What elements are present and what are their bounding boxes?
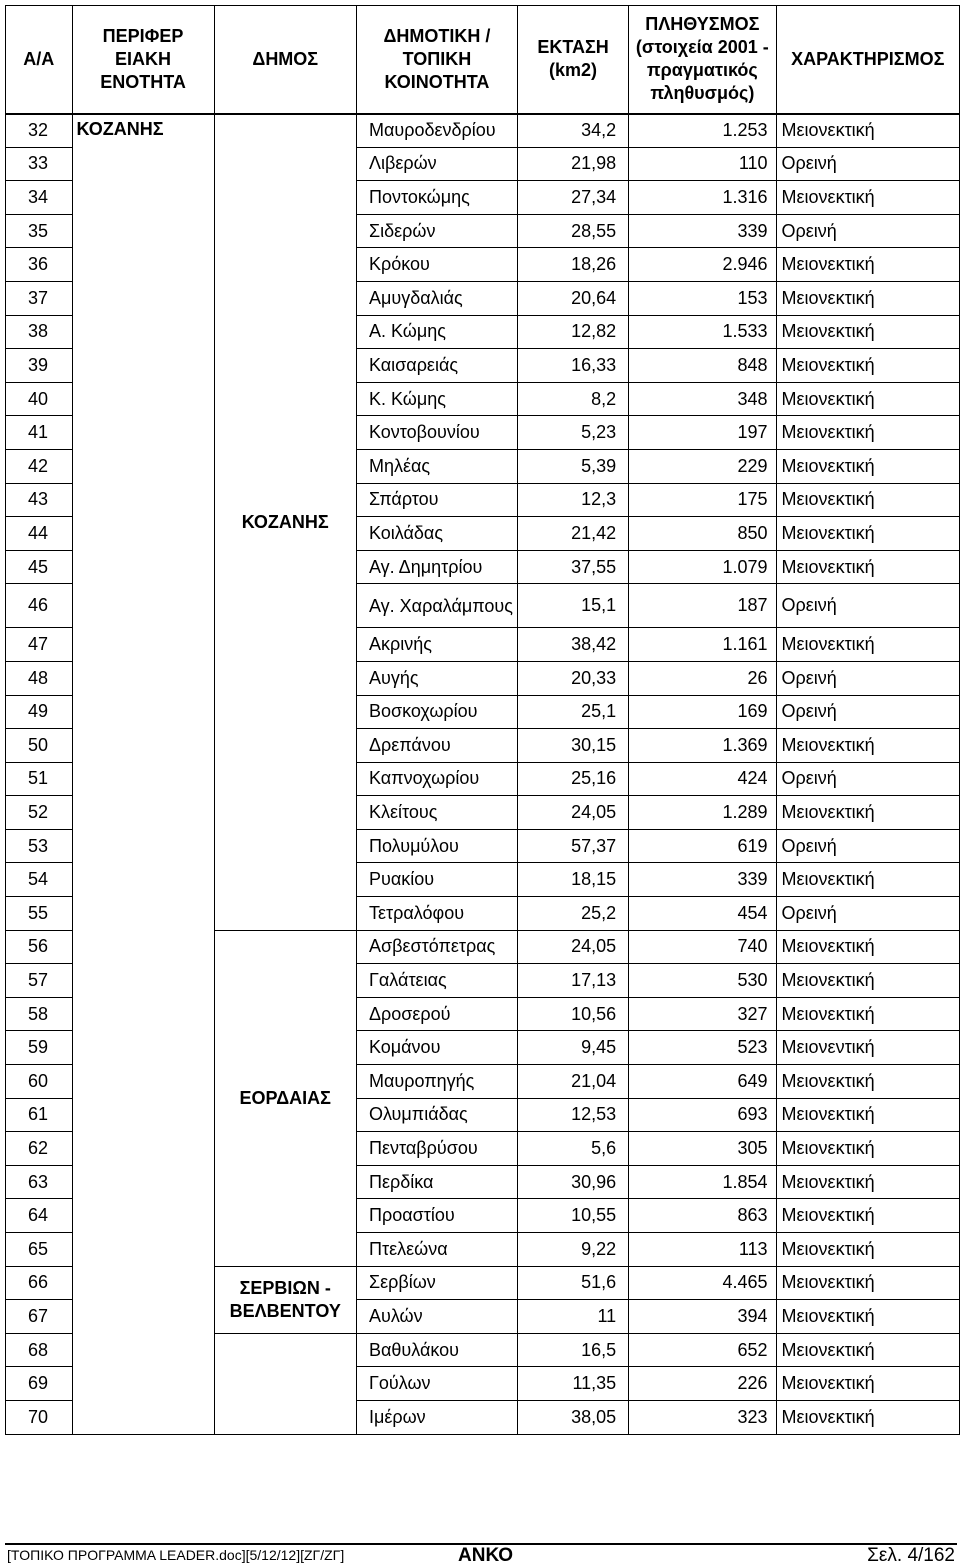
cell-aa: 54: [6, 863, 73, 897]
cell-xaraktirismos: Ορεινή: [776, 829, 959, 863]
cell-ektasi: 21,98: [517, 147, 628, 181]
cell-koinotita: Περδίκα: [356, 1165, 517, 1199]
cell-ektasi: 12,53: [517, 1098, 628, 1132]
table-body: [6, 114, 960, 1435]
cell-aa: 53: [6, 829, 73, 863]
cell-koinotita: Σιδερών: [356, 214, 517, 248]
cell-xaraktirismos: Μειονεκτική: [776, 628, 959, 662]
cell-ektasi: 38,42: [517, 628, 628, 662]
header-xaraktirismos: ΧΑΡΑΚΤΗΡΙΣΜΟΣ: [776, 6, 959, 114]
cell-plithysmos: 2.946: [629, 248, 776, 282]
cell-plithysmos: 619: [629, 829, 776, 863]
cell-aa: 66: [6, 1266, 73, 1300]
cell-plithysmos: 169: [629, 695, 776, 729]
cell-aa: 42: [6, 449, 73, 483]
cell-xaraktirismos: Μειονεκτική: [776, 997, 959, 1031]
cell-koinotita: Ολυμπιάδας: [356, 1098, 517, 1132]
cell-ektasi: 51,6: [517, 1266, 628, 1300]
cell-aa: 47: [6, 628, 73, 662]
cell-koinotita: Αγ. Χαραλάμπους: [356, 584, 517, 628]
cell-koinotita: Λιβερών: [356, 147, 517, 181]
cell-koinotita: Αυλών: [356, 1300, 517, 1334]
cell-plithysmos: 530: [629, 964, 776, 998]
cell-aa: 58: [6, 997, 73, 1031]
cell-aa: 70: [6, 1400, 73, 1434]
cell-plithysmos: 1.533: [629, 315, 776, 349]
cell-plithysmos: 1.079: [629, 550, 776, 584]
page-footer: [5, 1543, 957, 1565]
cell-koinotita: Αγ. Δημητρίου: [356, 550, 517, 584]
cell-koinotita: Γούλων: [356, 1367, 517, 1401]
cell-ektasi: 21,04: [517, 1065, 628, 1099]
cell-aa: 62: [6, 1132, 73, 1166]
cell-ektasi: 18,26: [517, 248, 628, 282]
cell-plithysmos: 740: [629, 930, 776, 964]
cell-plithysmos: 394: [629, 1300, 776, 1334]
cell-aa: 61: [6, 1098, 73, 1132]
cell-ektasi: 24,05: [517, 796, 628, 830]
cell-xaraktirismos: Μειονεκτική: [776, 964, 959, 998]
cell-xaraktirismos: Μειονεκτική: [776, 1400, 959, 1434]
cell-ektasi: 9,22: [517, 1233, 628, 1267]
cell-xaraktirismos: Μειονεκτική: [776, 1165, 959, 1199]
cell-xaraktirismos: Μειονεκτική: [776, 863, 959, 897]
cell-koinotita: Ακρινής: [356, 628, 517, 662]
cell-aa: 37: [6, 281, 73, 315]
cell-xaraktirismos: Μειονεντική: [776, 1031, 959, 1065]
cell-aa: 56: [6, 930, 73, 964]
cell-plithysmos: 424: [629, 762, 776, 796]
cell-aa: 34: [6, 181, 73, 215]
cell-aa: 68: [6, 1333, 73, 1367]
cell-koinotita: Ιμέρων: [356, 1400, 517, 1434]
cell-aa: 43: [6, 483, 73, 517]
cell-plithysmos: 863: [629, 1199, 776, 1233]
header-ektasi: ΕΚΤΑΣΗ (km2): [517, 6, 628, 114]
cell-plithysmos: 153: [629, 281, 776, 315]
cell-xaraktirismos: Μειονεκτική: [776, 1065, 959, 1099]
cell-aa: 63: [6, 1165, 73, 1199]
cell-koinotita: Βοσκοχωρίου: [356, 695, 517, 729]
cell-aa: 55: [6, 897, 73, 931]
cell-xaraktirismos: Μειονεκτική: [776, 550, 959, 584]
cell-aa: 65: [6, 1233, 73, 1267]
cell-aa: 64: [6, 1199, 73, 1233]
cell-perifereia: ΚΟΖΑΝΗΣ: [72, 114, 214, 1435]
cell-plithysmos: 110: [629, 147, 776, 181]
cell-xaraktirismos: Μειονεκτική: [776, 281, 959, 315]
cell-ektasi: 38,05: [517, 1400, 628, 1434]
cell-aa: 48: [6, 661, 73, 695]
cell-xaraktirismos: Μειονεκτική: [776, 416, 959, 450]
cell-aa: 51: [6, 762, 73, 796]
cell-plithysmos: 850: [629, 517, 776, 551]
footer-center-label: ΑΝΚΟ: [458, 1545, 514, 1566]
cell-plithysmos: 848: [629, 349, 776, 383]
cell-plithysmos: 348: [629, 382, 776, 416]
cell-ektasi: 25,2: [517, 897, 628, 931]
cell-xaraktirismos: Ορεινή: [776, 214, 959, 248]
cell-aa: 69: [6, 1367, 73, 1401]
cell-xaraktirismos: Ορεινή: [776, 762, 959, 796]
cell-dimos: ΚΟΖΑΝΗΣ: [214, 114, 356, 931]
cell-xaraktirismos: Μειονεκτική: [776, 349, 959, 383]
cell-aa: 59: [6, 1031, 73, 1065]
cell-xaraktirismos: Ορεινή: [776, 584, 959, 628]
cell-dimos: [214, 1333, 356, 1434]
cell-koinotita: Κλείτους: [356, 796, 517, 830]
cell-xaraktirismos: Μειονεκτική: [776, 248, 959, 282]
cell-koinotita: Ασβεστόπετρας: [356, 930, 517, 964]
cell-ektasi: 5,23: [517, 416, 628, 450]
cell-ektasi: 37,55: [517, 550, 628, 584]
cell-xaraktirismos: Μειονεκτική: [776, 181, 959, 215]
cell-aa: 39: [6, 349, 73, 383]
cell-koinotita: Βαθυλάκου: [356, 1333, 517, 1367]
cell-plithysmos: 1.369: [629, 729, 776, 763]
cell-koinotita: Γαλάτειας: [356, 964, 517, 998]
cell-aa: 35: [6, 214, 73, 248]
cell-ektasi: 18,15: [517, 863, 628, 897]
cell-koinotita: Προαστίου: [356, 1199, 517, 1233]
cell-ektasi: 57,37: [517, 829, 628, 863]
header-koinotita: ΔΗΜΟΤΙΚΗ / ΤΟΠΙΚΗ ΚΟΙΝΟΤΗΤΑ: [356, 6, 517, 114]
cell-xaraktirismos: Μειονεκτική: [776, 930, 959, 964]
cell-ektasi: 16,5: [517, 1333, 628, 1367]
header-aa: Α/Α: [6, 6, 73, 114]
cell-plithysmos: 323: [629, 1400, 776, 1434]
cell-plithysmos: 113: [629, 1233, 776, 1267]
cell-koinotita: Κοιλάδας: [356, 517, 517, 551]
cell-plithysmos: 523: [629, 1031, 776, 1065]
cell-plithysmos: 652: [629, 1333, 776, 1367]
cell-xaraktirismos: Μειονεκτική: [776, 1300, 959, 1334]
cell-aa: 41: [6, 416, 73, 450]
cell-plithysmos: 26: [629, 661, 776, 695]
cell-xaraktirismos: Μειονεκτική: [776, 1132, 959, 1166]
cell-koinotita: Σερβίων: [356, 1266, 517, 1300]
cell-aa: 57: [6, 964, 73, 998]
cell-koinotita: Α. Κώμης: [356, 315, 517, 349]
cell-xaraktirismos: Μειονεκτική: [776, 729, 959, 763]
cell-ektasi: 28,55: [517, 214, 628, 248]
cell-plithysmos: 1.854: [629, 1165, 776, 1199]
cell-plithysmos: 649: [629, 1065, 776, 1099]
cell-xaraktirismos: Ορεινή: [776, 695, 959, 729]
cell-ektasi: 24,05: [517, 930, 628, 964]
cell-xaraktirismos: Μειονεκτική: [776, 114, 959, 148]
cell-aa: 46: [6, 584, 73, 628]
cell-plithysmos: 1.316: [629, 181, 776, 215]
cell-ektasi: 20,64: [517, 281, 628, 315]
cell-koinotita: Δρεπάνου: [356, 729, 517, 763]
cell-ektasi: 16,33: [517, 349, 628, 383]
cell-plithysmos: 226: [629, 1367, 776, 1401]
cell-xaraktirismos: Μειονεκτική: [776, 1233, 959, 1267]
cell-xaraktirismos: Μειονεκτική: [776, 382, 959, 416]
cell-xaraktirismos: Μειονεκτική: [776, 1333, 959, 1367]
cell-koinotita: Αμυγδαλιάς: [356, 281, 517, 315]
cell-plithysmos: 339: [629, 863, 776, 897]
cell-plithysmos: 1.161: [629, 628, 776, 662]
cell-ektasi: 30,96: [517, 1165, 628, 1199]
cell-aa: 52: [6, 796, 73, 830]
cell-koinotita: Κ. Κώμης: [356, 382, 517, 416]
footer-page-number: Σελ. 4/162: [867, 1545, 955, 1566]
cell-koinotita: Μηλέας: [356, 449, 517, 483]
cell-xaraktirismos: Μειονεκτική: [776, 483, 959, 517]
cell-plithysmos: 197: [629, 416, 776, 450]
cell-xaraktirismos: Μειονεκτική: [776, 1266, 959, 1300]
cell-aa: 49: [6, 695, 73, 729]
cell-koinotita: Κρόκου: [356, 248, 517, 282]
cell-ektasi: 11: [517, 1300, 628, 1334]
cell-xaraktirismos: Ορεινή: [776, 897, 959, 931]
cell-ektasi: 20,33: [517, 661, 628, 695]
header-perifereia: ΠΕΡΙΦΕΡ ΕΙΑΚΗ ΕΝΟΤΗΤΑ: [72, 6, 214, 114]
cell-koinotita: Ποντοκώμης: [356, 181, 517, 215]
cell-xaraktirismos: Μειονεκτική: [776, 796, 959, 830]
cell-aa: 33: [6, 147, 73, 181]
cell-koinotita: Καπνοχωρίου: [356, 762, 517, 796]
cell-plithysmos: 305: [629, 1132, 776, 1166]
cell-aa: 60: [6, 1065, 73, 1099]
cell-koinotita: Μαυροδενδρίου: [356, 114, 517, 148]
cell-aa: 44: [6, 517, 73, 551]
cell-aa: 67: [6, 1300, 73, 1334]
header-plithysmos: ΠΛΗΘΥΣΜΟΣ (στοιχεία 2001 - πραγματικός πληθυσμός): [629, 6, 776, 114]
cell-xaraktirismos: Μειονεκτική: [776, 517, 959, 551]
municipal-areas-table: [5, 5, 960, 1435]
cell-koinotita: Δροσερού: [356, 997, 517, 1031]
cell-koinotita: Μαυροπηγής: [356, 1065, 517, 1099]
cell-ektasi: 30,15: [517, 729, 628, 763]
cell-ektasi: 5,6: [517, 1132, 628, 1166]
cell-koinotita: Κοντοβουνίου: [356, 416, 517, 450]
cell-aa: 50: [6, 729, 73, 763]
cell-plithysmos: 327: [629, 997, 776, 1031]
cell-ektasi: 11,35: [517, 1367, 628, 1401]
cell-dimos: ΣΕΡΒΙΩΝ - ΒΕΛΒΕΝΤΟΥ: [214, 1266, 356, 1333]
cell-ektasi: 5,39: [517, 449, 628, 483]
cell-koinotita: Σπάρτου: [356, 483, 517, 517]
cell-koinotita: Κομάνου: [356, 1031, 517, 1065]
cell-ektasi: 10,56: [517, 997, 628, 1031]
cell-xaraktirismos: Μειονεκτική: [776, 1098, 959, 1132]
header-dimos: ΔΗΜΟΣ: [214, 6, 356, 114]
cell-ektasi: 21,42: [517, 517, 628, 551]
cell-ektasi: 10,55: [517, 1199, 628, 1233]
cell-koinotita: Πενταβρύσου: [356, 1132, 517, 1166]
cell-plithysmos: 693: [629, 1098, 776, 1132]
cell-plithysmos: 1.289: [629, 796, 776, 830]
cell-aa: 36: [6, 248, 73, 282]
cell-koinotita: Αυγής: [356, 661, 517, 695]
cell-xaraktirismos: Μειονεκτική: [776, 1199, 959, 1233]
cell-plithysmos: 229: [629, 449, 776, 483]
cell-xaraktirismos: Μειονεκτική: [776, 1367, 959, 1401]
cell-koinotita: Ρυακίου: [356, 863, 517, 897]
cell-xaraktirismos: Μειονεκτική: [776, 315, 959, 349]
cell-xaraktirismos: Ορεινή: [776, 661, 959, 695]
cell-koinotita: Πολυμύλου: [356, 829, 517, 863]
cell-ektasi: 12,82: [517, 315, 628, 349]
cell-koinotita: Πτελεώνα: [356, 1233, 517, 1267]
cell-plithysmos: 454: [629, 897, 776, 931]
cell-ektasi: 12,3: [517, 483, 628, 517]
cell-plithysmos: 339: [629, 214, 776, 248]
footer-document-info: [ΤΟΠΙΚΟ ΠΡΟΓΡΑΜΜΑ LEADER.doc][5/12/12][ΖΓ/ΖΓ]: [7, 1547, 345, 1563]
cell-xaraktirismos: Ορεινή: [776, 147, 959, 181]
cell-ektasi: 25,1: [517, 695, 628, 729]
cell-ektasi: 27,34: [517, 181, 628, 215]
cell-plithysmos: 187: [629, 584, 776, 628]
cell-ektasi: 25,16: [517, 762, 628, 796]
cell-aa: 32: [6, 114, 73, 148]
table-row: [6, 114, 960, 148]
cell-ektasi: 8,2: [517, 382, 628, 416]
cell-ektasi: 34,2: [517, 114, 628, 148]
cell-plithysmos: 175: [629, 483, 776, 517]
cell-aa: 38: [6, 315, 73, 349]
cell-xaraktirismos: Μειονεκτική: [776, 449, 959, 483]
cell-ektasi: 9,45: [517, 1031, 628, 1065]
cell-koinotita: Τετραλόφου: [356, 897, 517, 931]
cell-plithysmos: 4.465: [629, 1266, 776, 1300]
cell-dimos: ΕΟΡΔΑΙΑΣ: [214, 930, 356, 1266]
cell-ektasi: 15,1: [517, 584, 628, 628]
cell-aa: 45: [6, 550, 73, 584]
cell-ektasi: 17,13: [517, 964, 628, 998]
table-header-row: [6, 6, 960, 114]
cell-koinotita: Καισαρειάς: [356, 349, 517, 383]
cell-plithysmos: 1.253: [629, 114, 776, 148]
cell-aa: 40: [6, 382, 73, 416]
